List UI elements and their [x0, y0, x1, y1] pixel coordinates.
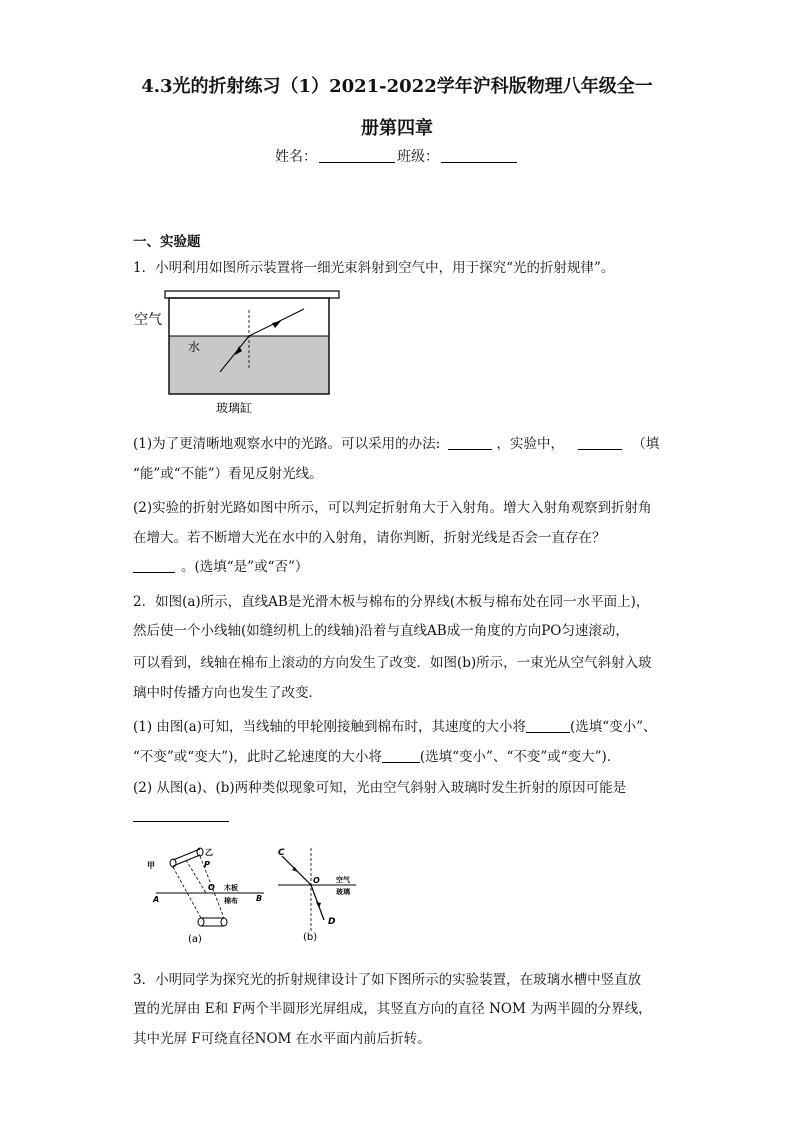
page-title-continued: 册第四章 [361, 118, 433, 139]
q1-part2-line1: (2)实验的折射光路如图中所示，可以判定折射角大于入射角。增大入射角观察到折射角 [133, 500, 652, 516]
section-heading: 一、实验题 [133, 234, 201, 250]
class-label: 班级： [397, 149, 439, 165]
svg-text:A: A [153, 895, 160, 904]
q2-blank-2[interactable] [382, 749, 420, 763]
svg-text:O: O [208, 883, 215, 892]
air-label: 空气 [134, 312, 162, 328]
svg-text:空气: 空气 [336, 876, 350, 884]
page-title: 4.3光的折射练习（1）2021-2022学年沪科版物理八年级全一 [141, 76, 653, 97]
q1-part2-line2: 在增大。若不断增大光在水中的入射角，请你判断，折射光线是否会一直存在？ [133, 530, 606, 546]
figure-a-caption: (a) [188, 934, 202, 945]
q2-part1-line2: “不变”或“变大”)，此时乙轮速度的大小将 (选填“变小”、“不变”或“变大”)． [133, 749, 621, 765]
svg-text:甲: 甲 [147, 861, 155, 870]
q3-line3: 其中光屏 F可绕直径NOM 在水平面内前后折转。 [133, 1031, 431, 1047]
q1-blank-3[interactable] [133, 559, 175, 573]
name-label: 姓名： [275, 149, 317, 165]
q2-figure-a [144, 840, 274, 950]
svg-text:C: C [278, 848, 285, 858]
q1-figure [132, 288, 352, 418]
q1-part2-line3: 。(选填“是”或“否”） [133, 555, 308, 575]
q2-line4: 璃中时传播方向也发生了改变． [133, 685, 322, 701]
svg-text:B: B [256, 894, 263, 903]
q1-blank-1[interactable] [448, 436, 492, 450]
q2-part2: (2) 从图(a)、(b)两种类似现象可知，光由空气斜射入玻璃时发生折射的原因可能是 [133, 780, 627, 796]
refracted-arrow [316, 902, 321, 908]
spool-start [170, 848, 203, 867]
q2-line2: 然后使一个小线轴(如缝纫机上的线轴)沿着与直线AB成一角度的方向PO匀速滚动， [133, 623, 629, 639]
q1-part1-line2: “能”或“不能”）看见反射光线。 [133, 466, 323, 482]
q2-blank-3[interactable] [133, 808, 229, 822]
q2-line3: 可以看到，线轴在棉布上滚动的方向发生了改变．如图(b)所示，一束光从空气斜射入玻 [133, 655, 652, 671]
tank-lid [165, 291, 339, 298]
svg-text:木板: 木板 [224, 884, 238, 892]
q3-line1: 3．小明同学为探究光的折射规律设计了如下图所示的实验装置，在玻璃水槽中竖直放 [133, 972, 642, 988]
figure-b-caption: (b) [303, 932, 318, 943]
student-info [0, 146, 794, 166]
q2-part1-line1: (1) 由图(a)可知，当线轴的甲轮刚接触到棉布时，其速度的大小将 (选填“变小”、 [133, 719, 657, 735]
q2-figure-b [264, 840, 374, 950]
water-label: 水 [188, 340, 201, 354]
q1-part1-line1: (1)为了更清晰地观察水中的光路。可以采用的办法: ，实验中， （填 [133, 436, 660, 452]
incident-arrow [292, 867, 298, 872]
refracted-arrow [272, 321, 281, 328]
path-PO [186, 860, 206, 893]
class-blank[interactable] [441, 148, 517, 163]
tank-label: 玻璃缸 [216, 401, 253, 415]
spool-end [198, 918, 227, 926]
svg-text:玻璃: 玻璃 [336, 888, 350, 896]
q3-line2: 置的光屏由 E和 F两个半圆形光屏组成，其竖直方向的直径 NOM 为两半圆的分界线， [133, 1001, 652, 1017]
svg-text:乙: 乙 [205, 848, 213, 857]
q1-blank-2[interactable] [578, 436, 622, 450]
svg-text:D: D [328, 917, 336, 927]
q2-blank-1[interactable] [526, 719, 570, 733]
svg-text:P: P [204, 860, 210, 869]
q2-answer-line [133, 808, 229, 824]
svg-text:O: O [313, 876, 320, 885]
q1-stem: 1．小明利用如图所示装置将一细光束斜射到空气中，用于探究“光的折射规律”。 [133, 260, 615, 276]
q2-line1: 2．如图(a)所示，直线AB是光滑木板与棉布的分界线(木板与棉布处在同一水平面上)， [133, 594, 650, 610]
name-blank[interactable] [319, 148, 395, 163]
svg-text:棉布: 棉布 [224, 897, 238, 905]
